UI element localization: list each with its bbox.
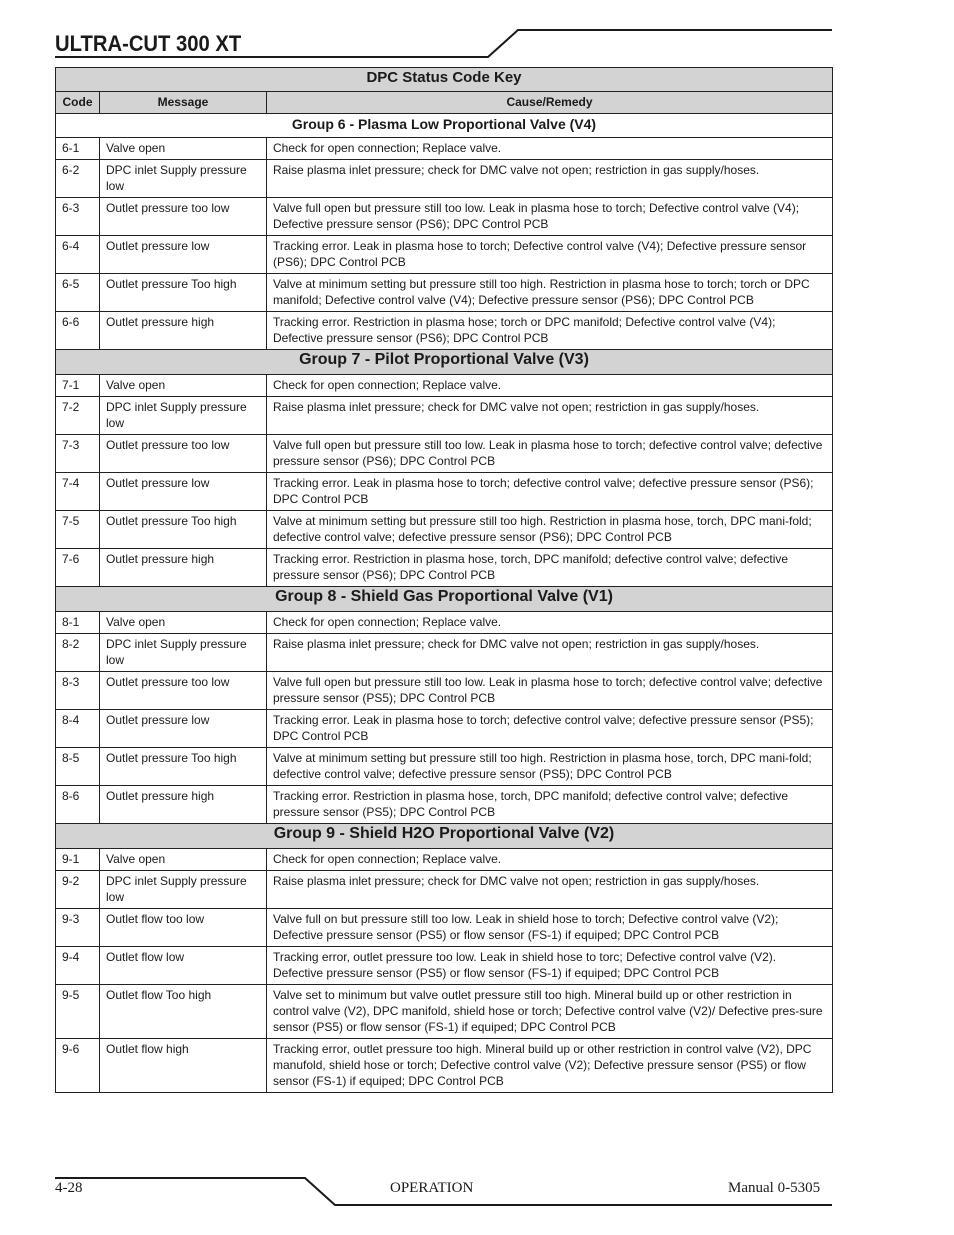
cause-remedy: Tracking error, outlet pressure too high. Mineral build up or other restriction in control valve (V2), DPC manufold, shield hose or torch; Defective control valve (V2); Defective pressure sensor (PS5) or flow sensor (FS-1) if equiped; DPC Control PCB bbox=[267, 1039, 833, 1093]
table-row bbox=[56, 198, 833, 236]
status-message: Outlet flow Too high bbox=[100, 985, 267, 1039]
status-code: 8-3 bbox=[56, 672, 100, 710]
column-header-message: Message bbox=[100, 92, 267, 114]
table-row bbox=[56, 786, 833, 824]
cause-remedy: Valve at minimum setting but pressure still too high. Restriction in plasma hose, torch, DPC mani-fold; defective control valve; defective pressure sensor (PS5); DPC Control PCB bbox=[267, 748, 833, 786]
status-message: Outlet flow high bbox=[100, 1039, 267, 1093]
cause-remedy: Check for open connection; Replace valve. bbox=[267, 849, 833, 871]
status-code: 6-5 bbox=[56, 274, 100, 312]
status-code-table bbox=[55, 67, 833, 1093]
table-title: DPC Status Code Key bbox=[56, 68, 833, 92]
status-message: Valve open bbox=[100, 138, 267, 160]
table-row bbox=[56, 375, 833, 397]
status-code: 6-3 bbox=[56, 198, 100, 236]
status-code: 9-3 bbox=[56, 909, 100, 947]
table-row bbox=[56, 849, 833, 871]
status-message: DPC inlet Supply pressure low bbox=[100, 397, 267, 435]
status-code: 8-2 bbox=[56, 634, 100, 672]
table-row bbox=[56, 435, 833, 473]
table-row bbox=[56, 549, 833, 587]
status-code: 9-6 bbox=[56, 1039, 100, 1093]
status-message: Outlet pressure too low bbox=[100, 672, 267, 710]
cause-remedy: Valve full on but pressure still too low. Leak in shield hose to torch; Defective control valve (V2); Defective pressure sensor (PS5) or flow sensor (FS-1) if equiped; DPC Control PCB bbox=[267, 909, 833, 947]
status-message: Outlet pressure high bbox=[100, 549, 267, 587]
table-row bbox=[56, 160, 833, 198]
manual-number: Manual 0-5305 bbox=[728, 1180, 821, 1196]
cause-remedy: Tracking error. Restriction in plasma hose, torch, DPC manifold; defective control valve; defective pressure sensor (PS5); DPC Control PCB bbox=[267, 786, 833, 824]
status-code: 7-4 bbox=[56, 473, 100, 511]
cause-remedy: Valve at minimum setting but pressure still too high. Restriction in plasma hose to torch; torch or DPC manifold; Defective control valve (V4); Defective pressure sensor (PS6); DPC Control PCB bbox=[267, 274, 833, 312]
page-number: 4-28 bbox=[55, 1180, 83, 1196]
status-code: 7-5 bbox=[56, 511, 100, 549]
table-row bbox=[56, 612, 833, 634]
group-header: Group 7 - Pilot Proportional Valve (V3) bbox=[56, 350, 833, 375]
cause-remedy: Valve set to minimum but valve outlet pressure still too high. Mineral build up or other restriction in control valve (V2), DPC manifold, shield hose or torch; Defective control valve (V2)/ Defective pres-sure sensor (PS5) or flow sensor (FS-1) if equiped; DPC Control PCB bbox=[267, 985, 833, 1039]
status-code: 8-6 bbox=[56, 786, 100, 824]
cause-remedy: Tracking error. Leak in plasma hose to torch; Defective control valve (V4); Defective pressure sensor (PS6); DPC Control PCB bbox=[267, 236, 833, 274]
cause-remedy: Tracking error. Restriction in plasma hose; torch or DPC manifold; Defective control valve (V4); Defective pressure sensor (PS6); DPC Control PCB bbox=[267, 312, 833, 350]
status-code: 6-4 bbox=[56, 236, 100, 274]
cause-remedy: Valve full open but pressure still too low. Leak in plasma hose to torch; Defective control valve (V4); Defective pressure sensor (PS6); DPC Control PCB bbox=[267, 198, 833, 236]
status-code: 8-5 bbox=[56, 748, 100, 786]
table-row bbox=[56, 473, 833, 511]
column-header-code: Code bbox=[56, 92, 100, 114]
table-row bbox=[56, 511, 833, 549]
cause-remedy: Raise plasma inlet pressure; check for DMC valve not open; restriction in gas supply/hoses. bbox=[267, 871, 833, 909]
cause-remedy: Raise plasma inlet pressure; check for DMC valve not open; restriction in gas supply/hoses. bbox=[267, 397, 833, 435]
cause-remedy: Check for open connection; Replace valve. bbox=[267, 612, 833, 634]
status-message: Outlet flow low bbox=[100, 947, 267, 985]
status-message: Outlet pressure high bbox=[100, 786, 267, 824]
table-row bbox=[56, 1039, 833, 1093]
status-message: Outlet pressure too low bbox=[100, 435, 267, 473]
status-message: Outlet pressure Too high bbox=[100, 274, 267, 312]
status-code: 7-1 bbox=[56, 375, 100, 397]
table-row bbox=[56, 947, 833, 985]
status-message: Outlet pressure low bbox=[100, 473, 267, 511]
cause-remedy: Valve at minimum setting but pressure still too high. Restriction in plasma hose, torch, DPC mani-fold; defective control valve; defective pressure sensor (PS6); DPC Control PCB bbox=[267, 511, 833, 549]
status-message: DPC inlet Supply pressure low bbox=[100, 634, 267, 672]
status-code: 7-6 bbox=[56, 549, 100, 587]
status-message: Outlet pressure high bbox=[100, 312, 267, 350]
status-code: 9-5 bbox=[56, 985, 100, 1039]
status-message: Valve open bbox=[100, 612, 267, 634]
status-code: 8-4 bbox=[56, 710, 100, 748]
cause-remedy: Tracking error, outlet pressure too low. Leak in shield hose to torc; Defective control valve (V2). Defective pressure sensor (PS5) or flow sensor (FS-1) if equiped; DPC Control PCB bbox=[267, 947, 833, 985]
cause-remedy: Check for open connection; Replace valve. bbox=[267, 138, 833, 160]
column-header-cause-remedy: Cause/Remedy bbox=[267, 92, 833, 114]
table-row bbox=[56, 312, 833, 350]
status-message: DPC inlet Supply pressure low bbox=[100, 160, 267, 198]
status-code: 9-4 bbox=[56, 947, 100, 985]
table-row bbox=[56, 236, 833, 274]
status-code: 6-1 bbox=[56, 138, 100, 160]
table-row bbox=[56, 748, 833, 786]
status-message: Outlet pressure Too high bbox=[100, 748, 267, 786]
status-code: 9-2 bbox=[56, 871, 100, 909]
status-message: Outlet pressure low bbox=[100, 710, 267, 748]
group-header: Group 9 - Shield H2O Proportional Valve (V2) bbox=[56, 824, 833, 849]
table-row bbox=[56, 710, 833, 748]
cause-remedy: Valve full open but pressure still too low. Leak in plasma hose to torch; defective control valve; defective pressure sensor (PS5); DPC Control PCB bbox=[267, 672, 833, 710]
table-row bbox=[56, 985, 833, 1039]
table-row bbox=[56, 672, 833, 710]
status-message: Outlet pressure Too high bbox=[100, 511, 267, 549]
status-message: Outlet pressure low bbox=[100, 236, 267, 274]
table-row bbox=[56, 909, 833, 947]
status-message: Outlet flow too low bbox=[100, 909, 267, 947]
section-name: OPERATION bbox=[390, 1180, 474, 1196]
cause-remedy: Tracking error. Restriction in plasma hose, torch, DPC manifold; defective control valve; defective pressure sensor (PS6); DPC Control PCB bbox=[267, 549, 833, 587]
status-message: DPC inlet Supply pressure low bbox=[100, 871, 267, 909]
status-message: Outlet pressure too low bbox=[100, 198, 267, 236]
status-message: Valve open bbox=[100, 849, 267, 871]
cause-remedy: Raise plasma inlet pressure; check for DMC valve not open; restriction in gas supply/hoses. bbox=[267, 634, 833, 672]
table-row bbox=[56, 274, 833, 312]
cause-remedy: Check for open connection; Replace valve. bbox=[267, 375, 833, 397]
status-code: 9-1 bbox=[56, 849, 100, 871]
status-code: 8-1 bbox=[56, 612, 100, 634]
product-title: ULTRA-CUT 300 XT bbox=[55, 31, 242, 56]
status-code: 6-2 bbox=[56, 160, 100, 198]
table-row bbox=[56, 397, 833, 435]
table-row bbox=[56, 634, 833, 672]
group-header: Group 6 - Plasma Low Proportional Valve (V4) bbox=[56, 114, 833, 138]
table-row bbox=[56, 871, 833, 909]
table-row bbox=[56, 138, 833, 160]
group-header: Group 8 - Shield Gas Proportional Valve (V1) bbox=[56, 587, 833, 612]
status-code: 6-6 bbox=[56, 312, 100, 350]
status-code: 7-3 bbox=[56, 435, 100, 473]
status-code: 7-2 bbox=[56, 397, 100, 435]
cause-remedy: Valve full open but pressure still too low. Leak in plasma hose to torch; defective control valve; defective pressure sensor (PS6); DPC Control PCB bbox=[267, 435, 833, 473]
cause-remedy: Tracking error. Leak in plasma hose to torch; defective control valve; defective pressure sensor (PS5); DPC Control PCB bbox=[267, 710, 833, 748]
cause-remedy: Tracking error. Leak in plasma hose to torch; defective control valve; defective pressure sensor (PS6); DPC Control PCB bbox=[267, 473, 833, 511]
status-message: Valve open bbox=[100, 375, 267, 397]
cause-remedy: Raise plasma inlet pressure; check for DMC valve not open; restriction in gas supply/hoses. bbox=[267, 160, 833, 198]
